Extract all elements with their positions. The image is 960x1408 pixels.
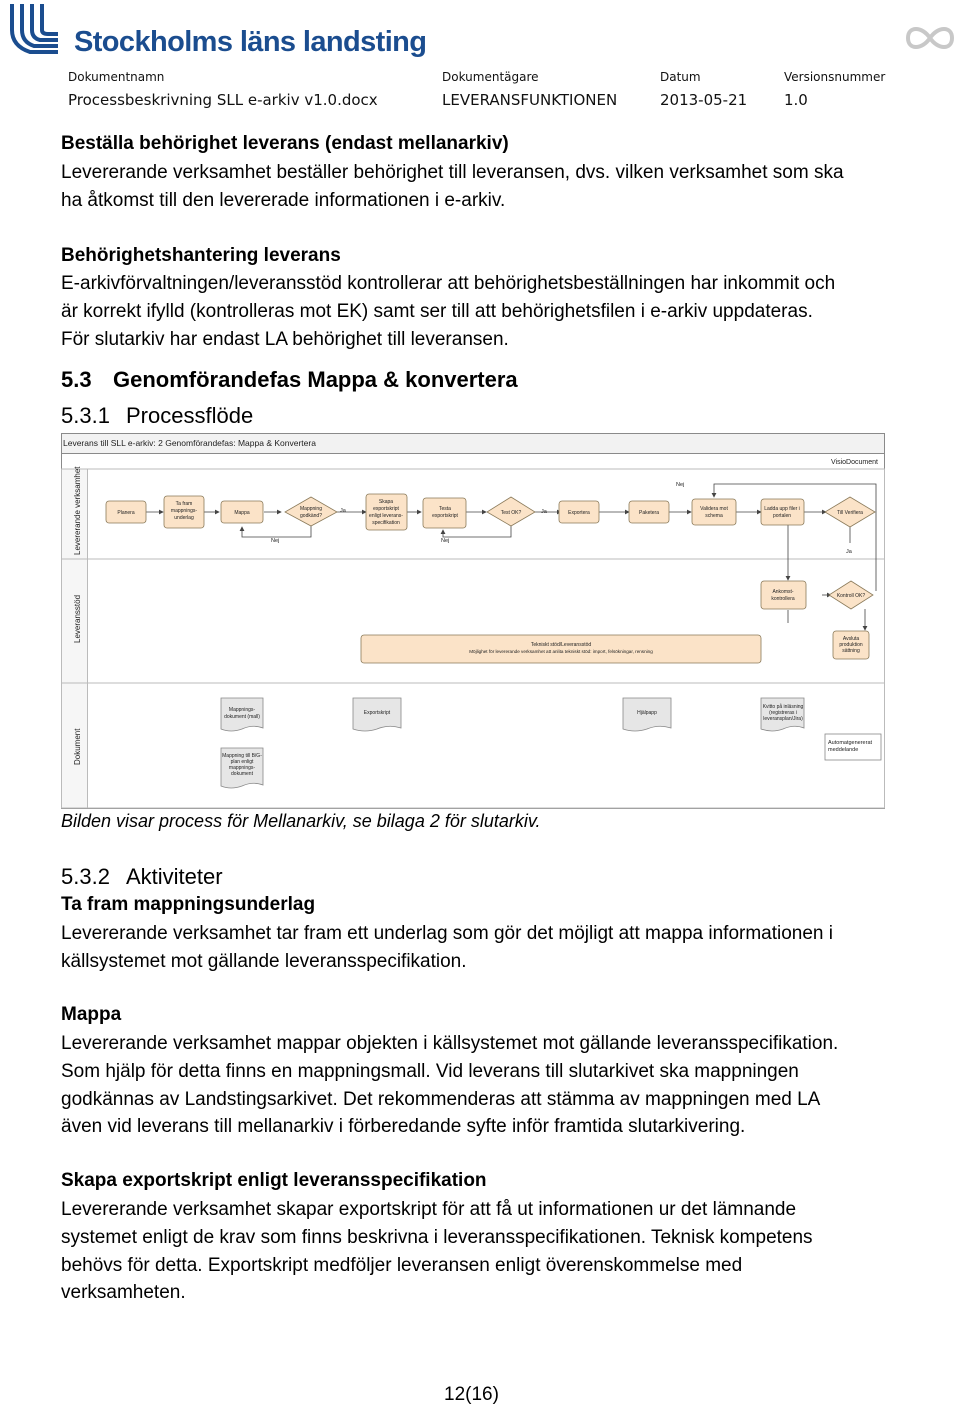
- heading-5-3-1-number: 5.3.1: [61, 403, 110, 428]
- meta-value-document-owner: LEVERANSFUNKTIONEN: [442, 91, 618, 109]
- activity-heading-mapping-basis: Ta fram mappningsunderlag: [61, 894, 316, 915]
- process-box: [692, 499, 736, 525]
- heading-5-3-2-number: 5.3.2: [61, 864, 110, 889]
- heading-5-3-title: Genomförandefas Mappa & konvertera: [113, 367, 518, 392]
- text-line: godkännas av Landstingsarkivet. Det rekommenderas att stämma av mappningen med LA: [61, 1088, 821, 1110]
- meta-label-document-owner: Dokumentägare: [442, 70, 539, 84]
- node-label: Test OK?: [500, 510, 522, 516]
- node-label: Tekniskt stöd/Leveransstöd: [530, 642, 592, 648]
- edge-label-ja: Ja: [846, 549, 852, 555]
- node-label: enligt leverans-: [369, 513, 403, 519]
- node-label: exportskript: [432, 513, 458, 519]
- node-label: Möjlighet för levererande verksamhet att anlita tekniskt stöd: import, felsökningar, rensning: [469, 649, 653, 654]
- meta-value-document-name: Processbeskrivning SLL e-arkiv v1.0.docx: [68, 91, 378, 109]
- section-paragraph-permission-handling: [61, 270, 941, 353]
- doc-label: Automatgenererat: [828, 740, 873, 746]
- activity-heading-export-script: Skapa exportskript enligt leveransspecifikation: [61, 1170, 487, 1191]
- doc-label: Exportskript: [363, 710, 391, 716]
- edge-label-nej: Nej: [676, 482, 685, 488]
- node-label: Paketera: [638, 510, 660, 516]
- node-label: Ladda upp filer i: [764, 506, 800, 512]
- doc-label: (registreras i: [769, 710, 797, 716]
- text-line: ha åtkomst till den levererade informationen i e-arkiv.: [61, 189, 506, 211]
- node-label: exportskript: [373, 506, 399, 512]
- lane-label-leveransstod: Leveransstöd: [73, 594, 82, 643]
- activity-paragraph-mapping-basis: [61, 920, 941, 976]
- node-label: schema: [705, 513, 723, 519]
- doc-label: Kvitto på inläsning: [762, 704, 804, 710]
- doc-label: Hjälpapp: [637, 710, 657, 716]
- doc-label: plan enligt: [230, 759, 254, 765]
- heading-5-3-2-title: Aktiviteter: [126, 864, 223, 889]
- node-label: Testa: [439, 506, 451, 512]
- node-label: specifikation: [372, 520, 400, 526]
- node-label: Exportera: [568, 510, 590, 516]
- text-line: E-arkivförvaltningen/leveransstöd kontrollerar att behörighetsbeställningen har inkommit och: [61, 273, 836, 294]
- node-label: Kontroll OK?: [836, 593, 866, 599]
- text-line: är korrekt ifylld (kontrolleras mot EK) samt ser till att behörighetsfilen i e-arkiv uppdateras.: [61, 300, 813, 322]
- diagram-visio-label: VisioDocument: [831, 459, 878, 466]
- text-line: behövs för detta. Exportskript medföljer leveransen enligt överenskommelse med: [61, 1254, 743, 1276]
- figure-caption: Bilden visar process för Mellanarkiv, se bilaga 2 för slutarkiv.: [61, 811, 541, 831]
- text-line: systemet enligt de krav som finns beskrivna i leveransspecifikationen. Teknisk kompetens: [61, 1226, 813, 1248]
- logo-mark-icon: [0, 0, 80, 58]
- meta-label-version: Versionsnummer: [784, 70, 886, 84]
- node-label: Ankomst-: [772, 589, 794, 595]
- text-line: Levererande verksamhet beställer behörighet till leveransen, dvs. vilken verksamhet som ska: [61, 162, 844, 183]
- doc-label: dokument (mall): [224, 714, 260, 720]
- node-label: Planera: [117, 510, 135, 516]
- node-label: Skapa: [378, 499, 394, 505]
- activity-paragraph-mappa: [61, 1030, 941, 1141]
- process-box: [761, 499, 804, 525]
- lane-label-dokument: Dokument: [73, 728, 82, 765]
- heading-5-3-number: 5.3: [61, 367, 92, 392]
- logo: [0, 0, 80, 58]
- section-heading-permission-handling: Behörighetshantering leverans: [61, 245, 341, 266]
- node-label: sättning: [842, 648, 860, 654]
- edge-label-ja: Ja: [541, 509, 547, 515]
- node-label: kontrollera: [771, 596, 795, 602]
- activity-heading-mappa: Mappa: [61, 1004, 122, 1025]
- text-line: Som hjälp för detta finns en mappningsmall. Vid leverans till slutarkivet ska mappningen: [61, 1060, 799, 1082]
- text-line: Levererande verksamhet skapar exportskript för att få ut informationen ur det lämnande: [61, 1199, 797, 1220]
- lane-label-levererande: Levererande verksamhet: [73, 466, 82, 555]
- doc-label: Mappning till B/G-: [222, 753, 262, 759]
- text-line: Levererande verksamhet tar fram ett underlag som gör det möjligt att mappa informationen i: [61, 923, 833, 944]
- text-line: verksamheten.: [61, 1282, 186, 1304]
- infinity-icon: [902, 20, 958, 56]
- page-number: 12(16): [444, 1384, 499, 1405]
- node-label: Mappa: [234, 510, 250, 516]
- doc-label: dokument: [231, 771, 253, 777]
- text-line: Levererande verksamhet mappar objekten i källsystemet mot gällande leveransspecifikation.: [61, 1033, 839, 1054]
- heading-5-3-1-title: Processflöde: [126, 403, 254, 428]
- text-line: För slutarkiv har endast LA behörighet till leveransen.: [61, 328, 509, 350]
- meta-label-document-name: Dokumentnamn: [68, 70, 165, 84]
- doc-label: mappnings-: [228, 765, 256, 771]
- meta-label-date: Datum: [660, 70, 701, 84]
- node-label: portalen: [772, 513, 792, 519]
- doc-label: meddelande: [828, 747, 859, 753]
- edge-label-nej: Nej: [271, 538, 280, 544]
- doc-label: Mappnings-: [228, 707, 256, 713]
- diagram-title: Leverans till SLL e-arkiv: 2 Genomförandefas: Mappa & Konvertera: [63, 438, 316, 448]
- section-heading-order-permission: Beställa behörighet leverans (endast mellanarkiv): [61, 133, 509, 154]
- node-label: underlag: [174, 515, 194, 521]
- node-label: Avsluta: [842, 636, 860, 642]
- edge-label-nej: Nej: [441, 538, 450, 544]
- node-label: Ta fram: [175, 501, 193, 507]
- node-label: Validera mot: [700, 506, 728, 512]
- text-line: även vid leverans till mellanarkiv i förberedande syfte inför framtida slutarkivering.: [61, 1116, 746, 1138]
- node-label: godkänd?: [300, 513, 322, 519]
- doc-label: leveransplan/Jira): [763, 716, 803, 722]
- meta-value-date: 2013-05-21: [660, 91, 748, 109]
- node-label: produktion: [839, 642, 863, 648]
- logo-text: Stockholms läns landsting: [74, 26, 427, 58]
- process-box: [761, 581, 806, 609]
- node-label: mappnings-: [170, 508, 198, 514]
- process-diagram: [61, 433, 885, 809]
- section-paragraph-order-permission: [61, 159, 941, 215]
- node-label: Mappning: [300, 506, 322, 512]
- edge-label-ja: Ja: [340, 508, 346, 514]
- node-label: Till Verifiera: [837, 510, 863, 516]
- meta-value-version: 1.0: [784, 91, 808, 109]
- text-line: källsystemet mot gällande leveransspecifikation.: [61, 950, 467, 972]
- activity-paragraph-export-script: [61, 1196, 941, 1307]
